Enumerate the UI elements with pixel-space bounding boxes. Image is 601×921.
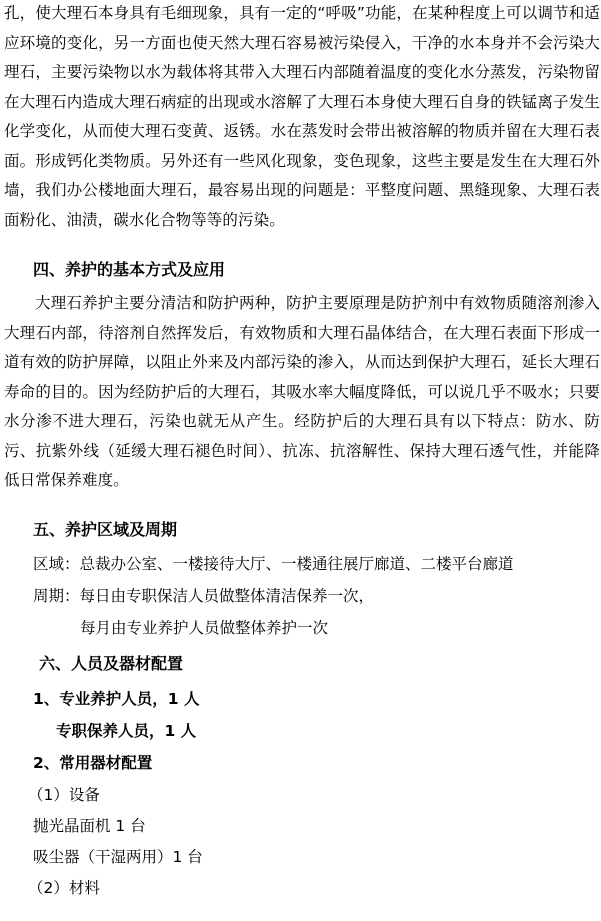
equipment-item-vacuum: 吸尘器（干湿两用）1 台 xyxy=(33,848,203,866)
section-6-materials-subheading: （2）材料 xyxy=(28,879,100,897)
section-4-paragraph: 大理石养护主要分清洁和防护两种，防护主要原理是防护剂中有效物质随溶剂渗入大理石内部，待溶剂自然挥发后，有效物质和大理石晶体结合，在大理石表面下形成一道有效的防护屏障，以阻止外来及内部污染的渗入，从而达到保护大理石，延长大理石寿命的目的。因为经防护后的大理石，其吸水率大幅度降低，可以说几乎不吸水；只要水分渗不进大理石，污染也就无从产生。经防护后的大理石具有以下特点：防水、防污、抗紫外线（延缓大理石褪色时间）、抗冻、抗溶解性、保持大理石透气性，并能降低日常保养难度。 xyxy=(4,294,600,489)
section-5-period-monthly: 每月由专业养护人员做整体养护一次 xyxy=(80,619,329,637)
section-5-heading: 五、养护区域及周期 xyxy=(33,520,178,539)
section-5-area: 区域：总裁办公室、一楼接待大厅、一楼通往展厅廊道、二楼平台廊道 xyxy=(33,555,514,573)
section-5-period-daily: 周期：每日由专职保洁人员做整体清洁保养一次， xyxy=(33,587,375,605)
equipment-item-polisher: 抛光晶面机 1 台 xyxy=(33,817,146,835)
section-6-equipment-heading: 2、常用器材配置 xyxy=(33,754,153,772)
section-6-staff-professional: 1、专业养护人员，1 人 xyxy=(33,690,200,708)
section-6-equipment-subheading: （1）设备 xyxy=(28,786,100,804)
section-6-staff-cleaning: 专职保养人员，1 人 xyxy=(56,722,197,740)
paragraph-continuation: 孔，使大理石本身具有毛细现象，具有一定的“呼吸”功能，在某种程度上可以调节和适应环境的变化，另一方面也使天然大理石容易被污染侵入，干净的水本身并不会污染大理石，主要污染物以水为载体将其带入大理石内部随着温度的变化水分蒸发，污染物留在大理石内造成大理石病症的出现或水溶解了大理石本身使大理石自身的铁锰离子发生化学变化，从而使大理石变黄、返锈。水在蒸发时会带出被溶解的物质并留在大理石表面。形成钙化类物质。另外还有一些风化现象，变色现象，这些主要是发生在大理石外墙，我们办公楼地面大理石，最容易出现的问题是：平整度问题、黑缝现象、大理石表面粉化、油渍，碳水化合物等等的污染。 xyxy=(4,4,600,229)
section-6-heading: 六、人员及器材配置 xyxy=(39,654,184,673)
section-4-heading: 四、养护的基本方式及应用 xyxy=(33,260,226,279)
